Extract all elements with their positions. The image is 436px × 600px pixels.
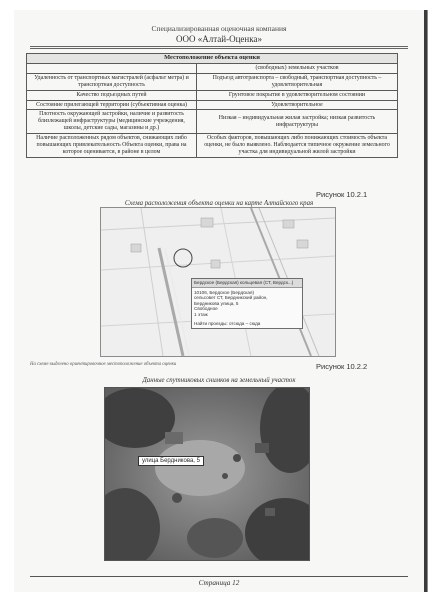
table-row [27, 73, 398, 90]
table-cell-label: Наличие расположенных рядом объектов, снижающих либо повышающих привлекательность Объекта оценки, права на которое оценивается, в районе в целом [27, 134, 197, 158]
company-name: ООО «Алтай-Оценка» [176, 34, 262, 44]
table-row [27, 100, 398, 110]
table-cell-label: Плотность окружающей застройки, наличие и развитость близлежащей инфраструктуры (медицинские учреждения, школы, детские сады, магазины и др.) [27, 110, 197, 134]
footer-rule [30, 576, 408, 577]
map-popup-line: Бердникова улица, 5 [194, 300, 239, 306]
table-cell-label: Удаленность от транспортных магистралей (асфальт метра) и транспортная доступность [27, 73, 197, 90]
street-label: улица Бердникова, 5 [138, 456, 204, 466]
location-map [100, 207, 336, 357]
location-table [26, 53, 398, 158]
table-cell-value: Низкая – индивидуальная жилая застройка; низкая развитость инфраструктуры [197, 110, 398, 134]
company-subtitle: Специализированная оценочная компания [151, 24, 287, 33]
figure-label-1: Рисунок 10.2.1 [316, 190, 368, 199]
table-row [27, 90, 398, 100]
map-popup-line: сельсовет СТ, Бердникский район, [194, 295, 268, 301]
table-cell-value: Подъезд автотранспорта – свободный, транспортная доступность – удовлетворительная [197, 73, 398, 90]
header-rule [30, 46, 408, 47]
table-cell-value: Особых факторов, повышающих либо понижающих стоимость объекта оценки, не было выявлено. Наблюдается типичное окружение земельного участка для индивидуальной жилой застройки [197, 134, 398, 158]
map-popup-line: 10106, Бердское (Бердская) [194, 289, 254, 295]
map-popup-link: Найти проезды: отсюда – сюда [194, 320, 261, 326]
figure-caption-2: Данные спутниковых снимков на земельный участок [142, 377, 296, 384]
map-popup-title: Бердское (Бердская) кольцевая (СТ, Вердск...) [192, 279, 302, 288]
table-title-row [27, 54, 398, 64]
table-title: Местоположение объекта оценки [27, 54, 398, 64]
satellite-photo [104, 387, 310, 561]
map-popup-line: Свободное [194, 306, 218, 312]
document-page [14, 10, 427, 592]
satellite-image [105, 388, 309, 560]
table-row [27, 134, 398, 158]
map-popup [191, 278, 303, 329]
table-cell-value: Грунтовое покрытие в удовлетворительном состоянии [197, 90, 398, 100]
figure-label-2: Рисунок 10.2.2 [316, 362, 368, 371]
map-popup-body [192, 288, 302, 329]
table-cell-label: Состояние прилегающей территории (субъективная оценка) [27, 100, 197, 110]
page-number: Страница 12 [198, 579, 240, 587]
map-popup-line: 1 этаж [194, 311, 208, 317]
map-legend: На схеме выделено ориентировочное местоположение объекта оценки [30, 362, 177, 367]
table-row [27, 110, 398, 134]
table-cell-value: Удовлетворительное [197, 100, 398, 110]
table-cell-empty [27, 63, 197, 73]
table-row [27, 63, 398, 73]
figure-caption-1: Схема расположения объекта оценки на карте Алтайского края [124, 200, 314, 207]
table-cell-top-right: (свободных) земельных участков [197, 63, 398, 73]
table-cell-label: Качество подъездных путей [27, 90, 197, 100]
header-rule-double [30, 48, 408, 49]
